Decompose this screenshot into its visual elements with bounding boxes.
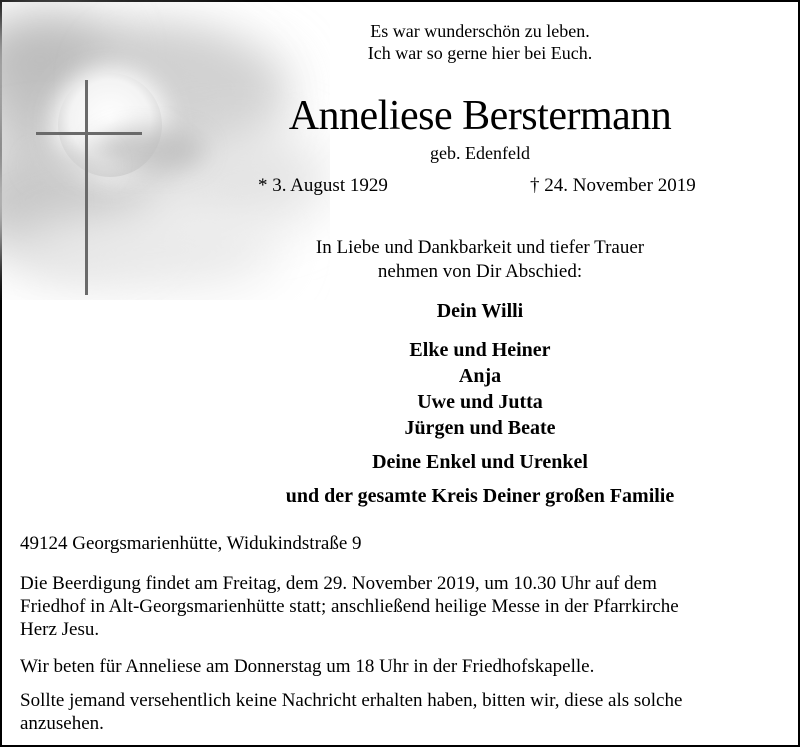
mourner-name: Uwe und Jutta (417, 391, 543, 413)
prayer-text: Wir beten für Anneliese am Donnerstag um 18 Uhr in der Friedhofskapelle. (20, 656, 595, 677)
notice-text: Sollte jemand versehentlich keine Nachricht erhalten haben, bitten wir, diese als solche (20, 690, 683, 711)
deceased-name: Anneliese Berstermann (288, 93, 672, 139)
mourner-name: Dein Willi (436, 300, 524, 322)
intro-line: In Liebe und Dankbarkeit und tiefer Trauer (315, 237, 645, 258)
funeral-text: Friedhof in Alt-Georgsmarienhütte statt; anschließend heilige Messe in der Pfarrkirche (20, 596, 679, 617)
intro-line: nehmen von Dir Abschied: (377, 261, 583, 282)
birth-date: * 3. August 1929 (258, 175, 388, 196)
notice-text: anzusehen. (20, 713, 104, 734)
funeral-text: Die Beerdigung findet am Freitag, dem 29. November 2019, um 10.30 Uhr auf dem (20, 573, 657, 594)
mourner-name: Jürgen und Beate (404, 417, 556, 439)
motto-line: Ich war so gerne hier bei Euch. (367, 43, 593, 63)
mourner-name: und der gesamte Kreis Deiner großen Familie (285, 485, 675, 507)
birth-name: geb. Edenfeld (430, 143, 530, 163)
mourner-name: Anja (458, 365, 502, 387)
death-date: † 24. November 2019 (530, 175, 696, 196)
mourner-name: Deine Enkel und Urenkel (372, 451, 588, 473)
address: 49124 Georgsmarienhütte, Widukindstraße 9 (20, 533, 362, 554)
motto-line: Es war wunderschön zu leben. (370, 21, 590, 41)
funeral-text: Herz Jesu. (20, 619, 100, 640)
mourner-name: Elke und Heiner (409, 339, 551, 361)
